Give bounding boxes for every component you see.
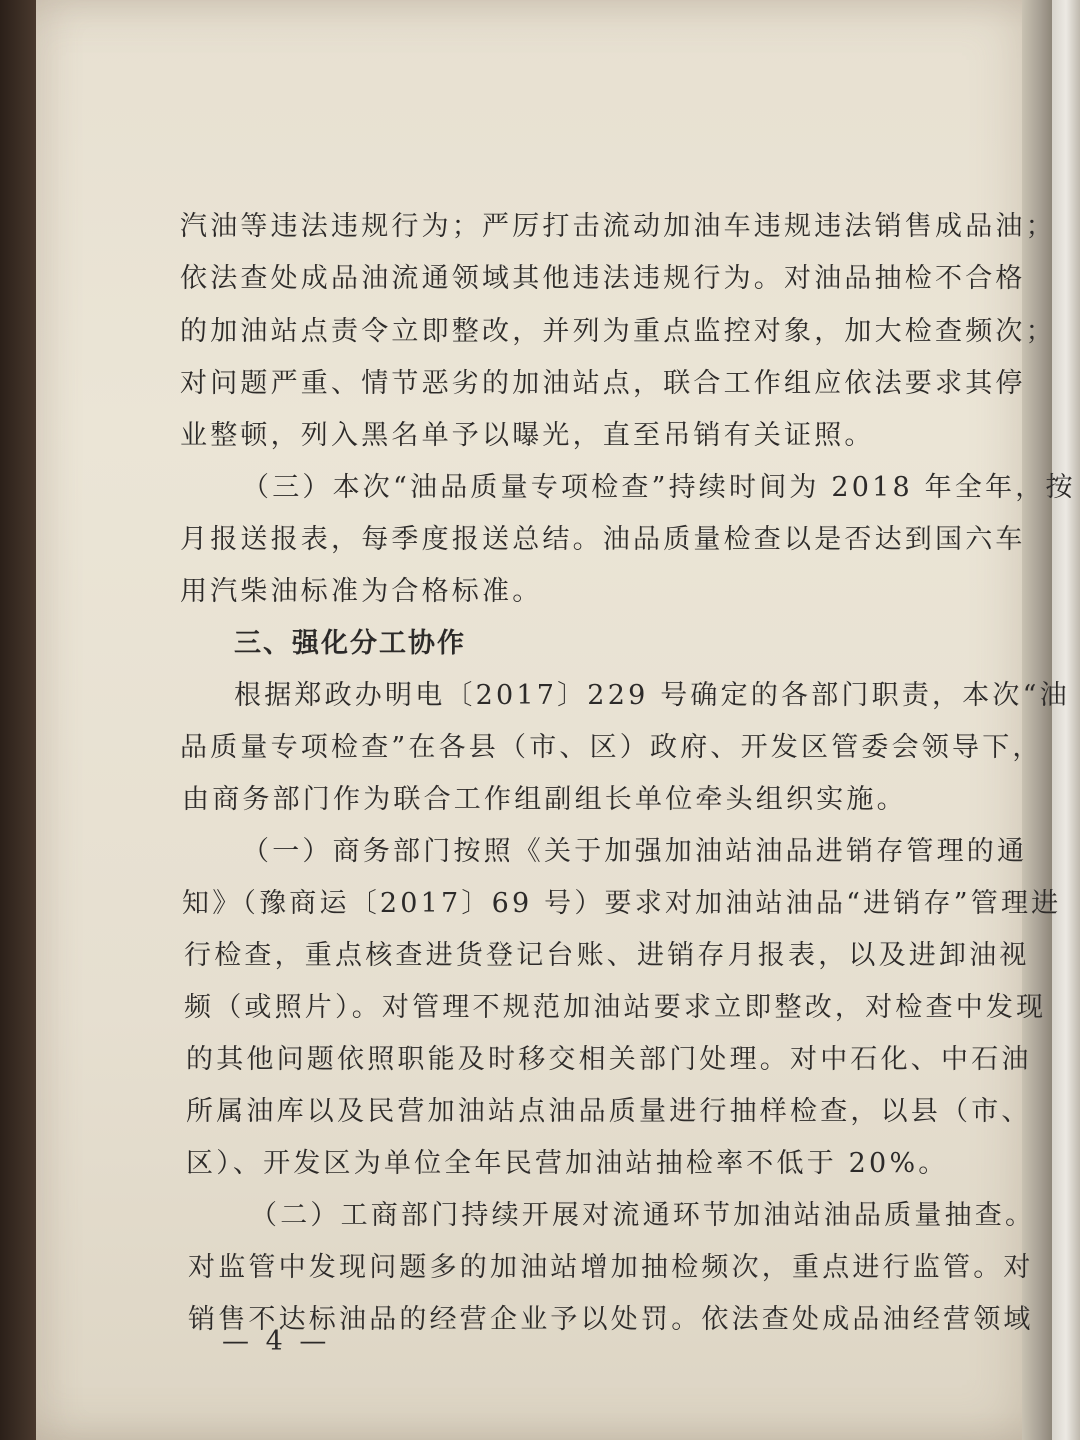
body-line: （一）商务部门按照《关于加强加油站油品进销存管理的通 <box>242 836 1028 867</box>
body-line: 的加油站点责令立即整改，并列为重点监控对象，加大检查频次； <box>180 316 1056 347</box>
section-heading: 三、强化分工协作 <box>234 628 466 659</box>
body-line: 业整顿，列入黑名单予以曝光，直至吊销有关证照。 <box>180 420 875 451</box>
page-number: — 4 — <box>222 1326 331 1357</box>
body-line: 行检查，重点核查进货登记台账、进销存月报表，以及进卸油视 <box>184 940 1030 971</box>
body-line: 根据郑政办明电〔2017〕229 号确定的各部门职责，本次“油 <box>234 680 1070 711</box>
body-line: 由商务部门作为联合工作组副组长单位牵头组织实施。 <box>182 784 907 815</box>
body-line: 对监管中发现问题多的加油站增加抽检频次，重点进行监管。对 <box>188 1252 1034 1283</box>
body-line: 用汽柴油标准为合格标准。 <box>180 576 543 607</box>
body-line: 月报送报表，每季度报送总结。油品质量检查以是否达到国六车 <box>180 524 1026 555</box>
body-line: 依法查处成品油流通领域其他违法违规行为。对油品抽检不合格 <box>180 263 1026 294</box>
body-line: 频（或照片）。对管理不规范加油站要求立即整改，对检查中发现 <box>184 992 1047 1023</box>
body-line: 销售不达标油品的经营企业予以处罚。依法查处成品油经营领域 <box>188 1304 1034 1335</box>
body-line: 知》（豫商运〔2017〕69 号）要求对加油站油品“进销存”管理进 <box>182 888 1062 919</box>
body-line: 的其他问题依照职能及时移交相关部门处理。对中石化、中石油 <box>186 1044 1032 1075</box>
underlying-sheet <box>1052 0 1080 1440</box>
body-line: 品质量专项检查”在各县（市、区）政府、开发区管委会领导下， <box>180 732 1043 763</box>
body-line: 对问题严重、情节恶劣的加油站点，联合工作组应依法要求其停 <box>180 368 1026 399</box>
body-line: 区）、开发区为单位全年民营加油站抽检率不低于 20%。 <box>186 1148 949 1179</box>
body-line: （二）工商部门持续开展对流通环节加油站油品质量抽查。 <box>250 1200 1036 1231</box>
body-line: 所属油库以及民营加油站点油品质量进行抽样检查，以县（市、 <box>186 1096 1032 1127</box>
body-line: 汽油等违法违规行为；严厉打击流动加油车违规违法销售成品油； <box>180 211 1056 242</box>
body-line: （三）本次“油品质量专项检查”持续时间为 2018 年全年，按 <box>242 472 1076 503</box>
